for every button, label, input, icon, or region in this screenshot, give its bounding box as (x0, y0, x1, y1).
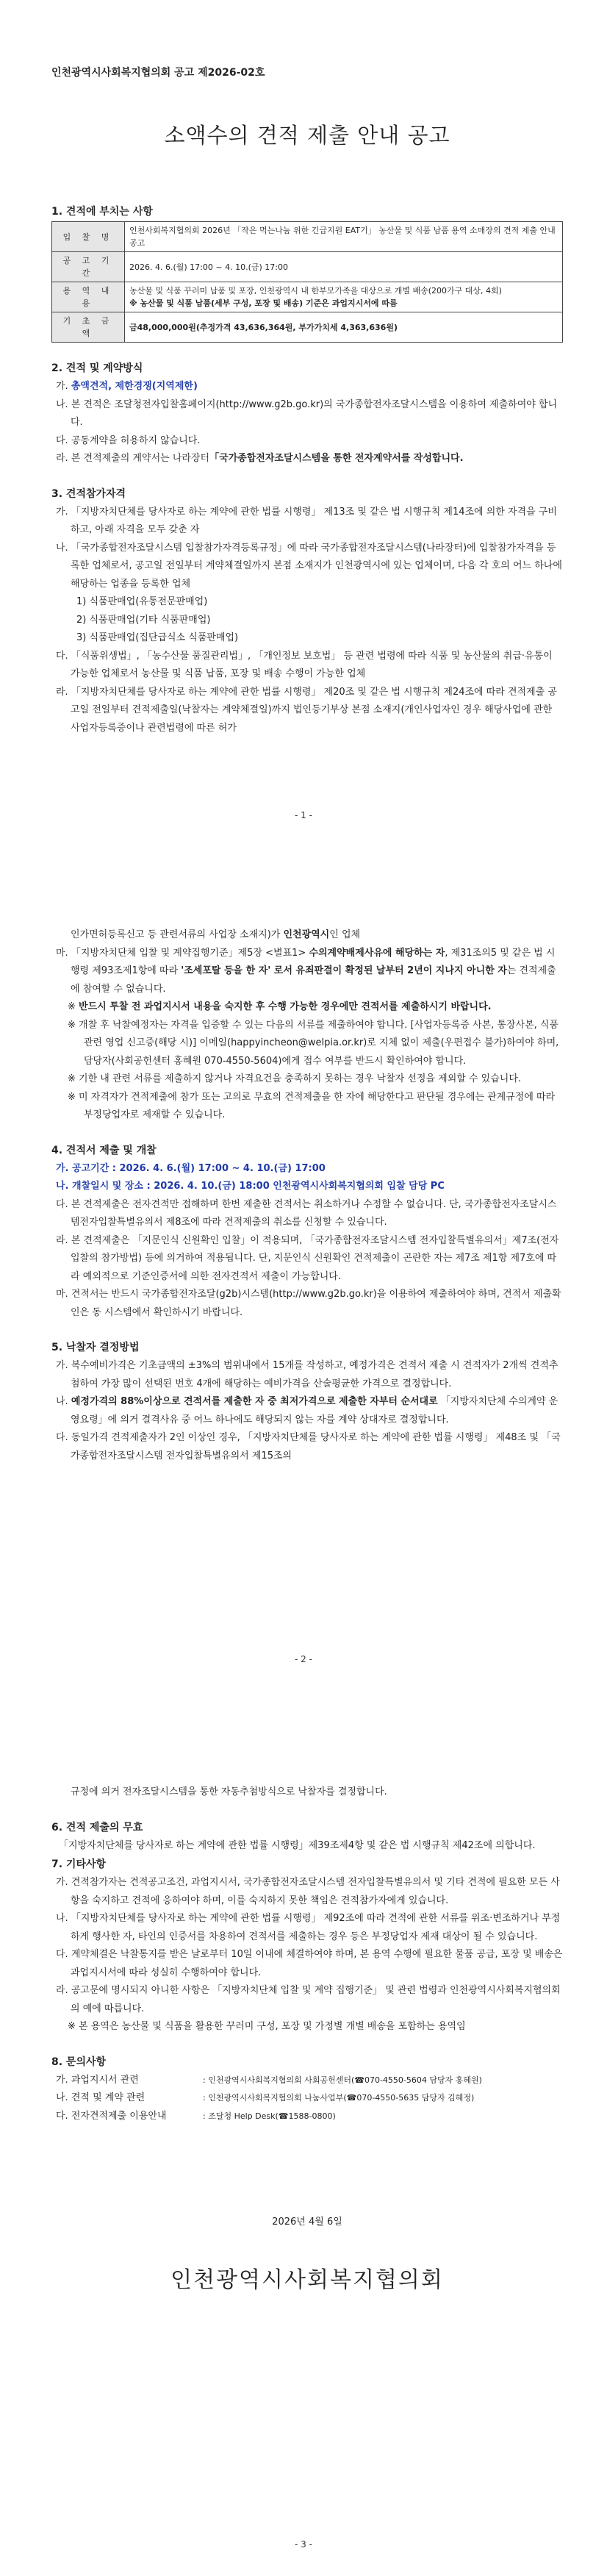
item-label: 나. (56, 1396, 68, 1407)
s7-item (51, 1946, 563, 1982)
s5-item (51, 1393, 563, 1429)
item-text-bold: 예정가격의 88%이상으로 견적서를 제출한 자 중 최저가격으로 제출한 자부터 순서대로 (71, 1396, 438, 1407)
s4-item (51, 1196, 563, 1232)
s2-item-ra (51, 450, 563, 468)
s3-item (51, 540, 563, 594)
item-label: 다. (56, 1432, 68, 1443)
table-label: 공 고 기 간 (52, 252, 125, 282)
item-label: 라. (56, 1985, 68, 1996)
item-label: 다. (56, 434, 68, 446)
item-text: 는 견적제출에 참여할 수 없습니다. (71, 965, 556, 995)
item-text: 견적서는 반드시 국가종합전자조달(g2b)시스템(http://www.g2b.go.kr)을 이용하여 제출하여야 하며, 견적서 제출확인은 동 시스템에서 확인하시기 바랍니다. (71, 1289, 561, 1318)
item-label: 나. (56, 398, 68, 410)
table-note: ※ 농산물 및 식품 납품(세부 구성, 포장 및 배송) 기준은 과업지시서에 따름 (129, 298, 398, 308)
table-value: 농산물 및 식품 꾸러미 납품 및 포장, 인천광역시 내 한부모가족을 대상으로 개별 배송(200가구 대상, 4회) (129, 286, 502, 296)
item-text: 「지방자치단체 입찰 및 계약집행기준」제5장 <별표1> (71, 947, 309, 959)
item-text: , 제31조의5 및 같은 법 시행령 제93조제1항에 따라 (71, 947, 556, 976)
contact-text: : 인천광역시사회복지협의회 사회공헌센터(☎070-4550-5604 담당자 홍혜원) (203, 2075, 482, 2085)
page-2-content (51, 926, 563, 1465)
page-1 (0, 0, 607, 853)
table-row (52, 282, 563, 312)
item-label: 마. (56, 947, 68, 959)
s2-item-ga (51, 378, 563, 396)
table-row (52, 312, 563, 343)
contact-row (51, 2089, 563, 2108)
note-text: 미 자격자가 견적제출에 참가 또는 고의로 무효의 견적제출을 한 자에 해당한다고 판단될 경우에는 관계규정에 따라 부정당업자로 제재할 수 있습니다. (79, 1091, 556, 1120)
info-table (51, 221, 563, 343)
page-title: 소액수의 견적 제출 안내 공고 (164, 123, 450, 148)
s4-notice-period: 가. 공고기간 : 2026. 4. 6.(월) 17:00 ~ 4. 10.(금) 17:00 (56, 1162, 326, 1174)
section-4-heading: 4. 견적서 제출 및 개찰 (51, 1144, 157, 1156)
s5-item (51, 1429, 563, 1465)
section-5-heading: 5. 낙찰자 결정방법 (51, 1342, 140, 1353)
item-text: 「지방자치단체 수의계약 운영요령」에 의거 결격사유 중 어느 하나에도 해당되지 않는 자를 계약 상대자로 결정합니다. (71, 1396, 558, 1425)
notice-number: 인천광역시사회복지협의회 공고 제2026-02호 (51, 67, 265, 79)
item-label: 다. (56, 650, 68, 662)
note-text-bold: 반드시 투찰 전 과업지시서 내용을 숙지한 후 수행 가능한 경우에만 견적서를 제출하시기 바랍니다. (79, 1001, 492, 1012)
s7-note: ※ 본 용역은 농산물 및 식품을 활용한 꾸러미 구성, 포장 및 가정별 개별 배송을 포함하는 용역임 (68, 2021, 466, 2032)
s3-subitem: 3) 식품판매업(집단급식소 식품판매업) (76, 632, 239, 643)
page-2 (0, 853, 607, 1706)
item-text: 「식품위생법」, 「농수산물 품질관리법」, 「개인정보 보호법」 등 관련 법령에 따라 식품 및 농산물의 취급·유통이 가능한 업체로서 농산물 및 식품 납품, 포장 및 배송 수행이 가능한 업체 (71, 650, 553, 679)
s3-subitem: 2) 식품판매업(기타 식품판매업) (76, 614, 211, 626)
item-label: 마. (56, 1289, 68, 1300)
page-3 (0, 1706, 607, 2576)
s3-item (51, 648, 563, 684)
note-mark: ※ (68, 1091, 76, 1103)
item-label: 다. (56, 1198, 68, 1210)
item-text-bold: 인천광역시 (283, 929, 330, 940)
table-value-cell (125, 282, 563, 312)
s3-item-ma (51, 945, 563, 999)
s4-item (51, 1286, 563, 1322)
table-value: 2026. 4. 6.(월) 17:00 ~ 4. 10.(금) 17:00 (125, 252, 563, 282)
item-label: 라. (56, 453, 68, 464)
item-text-bold: '조세포탈 등을 한 자' 로서 유죄판결이 확정된 날부터 2년이 지나지 아니한 자 (181, 965, 507, 976)
contact-label: 가. 과업지시서 관련 (56, 2074, 139, 2086)
page-number: - 3 - (295, 2539, 312, 2550)
item-text: 「국가종합전자조달시스템 입찰참가자격등록규정」에 따라 국가종합전자조달시스템(나라장터)에 입찰참가자격을 등록한 업체로서, 공고일 전일부터 계약체결일까지 본점 소재지가 인천광역시에 있는 업체이며, 다음 각 호의 어느 하나에 해당하는 업종을 등록한 업체 (71, 542, 562, 590)
s3-note (51, 1089, 563, 1125)
s4-item (51, 1232, 563, 1287)
item-text: 본 견적은 조달청전자입찰홈페이지(http://www.g2b.go.kr)의 국가종합전자조달시스템을 이용하여 제출하여야 합니다. (71, 398, 558, 428)
item-label: 라. (56, 1234, 68, 1246)
table-row (52, 222, 563, 252)
page-number: - 1 - (295, 810, 312, 820)
s3-continued (51, 926, 563, 945)
item-text: 본 견적제출은 「지문인식 신원확인 입찰」이 적용되며, 「국가종합전자조달시스템 전자입찰특별유의서」제7조(전자입찰의 참가방법) 등에 의거하여 적용됩니다. 단, 지문인식 신원확인 견적제출이 곤란한 자는 제7조 제1항 제7호에 따라 예외적으로 기준인증서에 의한 전자견적서 제출이 가능합니다. (71, 1234, 559, 1282)
item-text-bold: 수의계약배제사유에 해당하는 자 (309, 947, 445, 959)
page-number: - 2 - (295, 1654, 312, 1664)
item-text: 동일가격 견적제출자가 2인 이상인 경우, 「지방자치단체를 당사자로 하는 계약에 관한 법률 시행령」 제48조 및 「국가종합전자조달시스템 전자입찰특별유의서 제15조의 (71, 1432, 561, 1461)
item-text: 공동계약을 허용하지 않습니다. (71, 434, 201, 446)
contact-text: : 인천광역시사회복지협의회 나눔사업부(☎070-4550-5635 담당자 김혜정) (203, 2093, 475, 2103)
item-text: 「지방자치단체를 당사자로 하는 계약에 관한 법률 시행령」 제13조 및 같은 법 시행규칙 제14조에 의한 자격을 구비하고, 아래 자격을 모두 갖춘 자 (71, 506, 557, 535)
note-mark: ※ (68, 1073, 76, 1084)
s6-text: 「지방자치단체를 당사자로 하는 계약에 관한 법률 시행령」제39조제4항 및 같은 법 시행규칙 제42조에 의합니다. (59, 1839, 536, 1851)
contact-row (51, 2072, 563, 2090)
notice-date: 2026년 4월 6일 (272, 2217, 342, 2228)
section-8-heading: 8. 문의사항 (51, 2056, 107, 2068)
organization-name: 인천광역시사회복지협의회 (170, 2267, 444, 2293)
s5-item (51, 1357, 563, 1393)
section-1-heading: 1. 견적에 부치는 사항 (51, 206, 153, 218)
s5-continued: 규정에 의거 전자조달시스템을 통한 자동추첨방식으로 낙찰자를 결정합니다. (71, 1786, 387, 1797)
contact-label: 다. 전자견적제출 이용안내 (56, 2110, 167, 2122)
table-label: 용 역 내 용 (52, 282, 125, 312)
section-3-heading: 3. 견적참가자격 (51, 487, 126, 500)
item-label: 가. (56, 506, 68, 518)
item-text: 복수예비가격은 기초금액의 ±3%의 범위내에서 15개를 작성하고, 예정가격은 견적서 제출 시 견적자가 2개씩 견적추첨하여 가장 많이 선택된 번호 4개에 해당하는 예비가격을 산술평균한 가격으로 결정합니다. (71, 1360, 558, 1389)
item-label: 나. (56, 542, 68, 554)
item-text: 「지방자치단체를 당사자로 하는 계약에 관한 법률 시행령」 제92조에 따라 견적에 관한 서류를 위조·변조하거나 부정하게 행사한 자, 타인의 인증서를 차용하여 견적서를 제출하는 경우 등은 부정당업자 제재 대상이 될 수 있습니다. (71, 1913, 561, 1942)
table-label: 기 초 금 액 (52, 312, 125, 343)
s3-item (51, 504, 563, 540)
item-text-bold: 「국가종합전자조달시스템을 통한 전자계약서를 작성합니다. (209, 453, 464, 464)
note-text: 기한 내 관련 서류를 제출하지 않거나 자격요건을 충족하지 못하는 경우 낙찰자 선정을 제외할 수 있습니다. (79, 1073, 522, 1084)
s7-item (51, 1910, 563, 1946)
note-mark: ※ (68, 1001, 76, 1012)
item-label: 나. (56, 1913, 68, 1924)
s4-opening-time: 나. 개찰일시 및 장소 : 2026. 4. 10.(금) 18:00 인천광역시사회복지협의회 입찰 담당 PC (56, 1181, 445, 1192)
page-3-content (51, 1783, 563, 2294)
item-label: 가. (56, 381, 68, 392)
table-value: 금48,000,000원(추정가격 43,636,364원, 부가가치세 4,363,636원) (125, 312, 563, 343)
s2-item-na (51, 396, 563, 432)
s3-note (51, 998, 563, 1017)
table-value: 인천사회복지협의회 2026년 「작은 먹는나눔 위한 긴급지원 EAT기」 농산물 및 식품 남품 용역 소매장의 견적 제출 안내 공고 (125, 222, 563, 252)
section-2-heading: 2. 견적 및 계약방식 (51, 362, 143, 374)
s2-item-da (51, 432, 563, 451)
item-text: 계약체결은 낙찰통지를 받은 날로부터 10일 이내에 체결하여야 하며, 본 용역 수행에 필요한 물품 공급, 포장 및 배송은 과업지시서에 따라 성실히 수행하여야 합니다. (71, 1949, 563, 1978)
s7-item (51, 1982, 563, 2018)
section-7-heading: 7. 기타사항 (51, 1858, 107, 1870)
item-label: 다. (56, 1949, 68, 1960)
item-text: 인가면허등록신고 등 관련서류의 사업장 소재지)가 (71, 929, 284, 940)
contract-method: 총액견적, 제한경쟁(지역제한) (71, 381, 198, 392)
item-label: 가. (56, 1360, 68, 1371)
s3-item (51, 684, 563, 738)
note-text: 개찰 후 낙찰예정자는 자격을 입증할 수 있는 다음의 서류를 제출하여야 합니다. [사업자등록증 사본, 통장사본, 식품 관련 영업 신고증(해당 시)] 이메일(happyincheon@welpia.or.kr)로 지체 없이 제출(우편접수 불가)하여야 하며, 담당자(사회공헌센터 홍혜원 070-4550-5604)에게 접수 여부를 반드시 확인하여야 합니다. (79, 1019, 559, 1067)
item-text: 본 견적제출의 계약서는 나라장터 (71, 453, 210, 464)
s3-note (51, 1017, 563, 1071)
item-text: 인 업체 (329, 929, 361, 940)
s3-note (51, 1070, 563, 1089)
item-text: 본 견적제출은 전자견적만 접해하며 한번 제출한 견적서는 취소하거나 수정할 수 없습니다. 단, 국가종합전자조달시스템전자입찰특별유의서 제8조에 따라 견적제출의 취소를 신청할 수 있습니다. (71, 1198, 557, 1228)
s3-subitem: 1) 식품판매업(유통전문판매업) (76, 596, 208, 607)
contact-text: : 조달청 Help Desk(☎1588-0800) (203, 2111, 336, 2121)
contact-row (51, 2108, 563, 2126)
section-6-heading: 6. 견적 제출의 무효 (51, 1821, 143, 1833)
item-label: 라. (56, 686, 68, 698)
contact-label: 나. 견적 및 계약 관련 (56, 2092, 146, 2103)
s7-item (51, 1874, 563, 1910)
page-1-content (51, 65, 563, 737)
table-row (52, 252, 563, 282)
item-text: 공고문에 명시되지 아니한 사항은 「지방자치단체 입찰 및 계약 집행기준」 및 관련 법령과 인천광역시사회복지협의회의 예에 따릅니다. (71, 1985, 561, 2014)
note-mark: ※ (68, 1019, 76, 1031)
table-label: 입 찰 명 (52, 222, 125, 252)
item-label: 가. (56, 1877, 68, 1888)
item-text: 견적참가자는 견적공고조건, 과업지시서, 국가종합전자조달시스템 전자입찰특별유의서 및 기타 견적에 필요한 모든 사항을 숙지하고 견적에 응하여야 하며, 이를 숙지하지 못한 책임은 견적참가자에게 있습니다. (71, 1877, 560, 1906)
item-text: 「지방자치단체를 당사자로 하는 계약에 관한 법률 시행령」 제20조 및 같은 법 시행규칙 제24조에 따라 견적제출 공고일 전일부터 견적제출일(낙찰자는 계약체결일)까지 법인등기부상 본점 소재지(개인사업자인 경우 해당사업에 관한 사업자등록증이나 관련법령에 따른 허가 (71, 686, 557, 734)
